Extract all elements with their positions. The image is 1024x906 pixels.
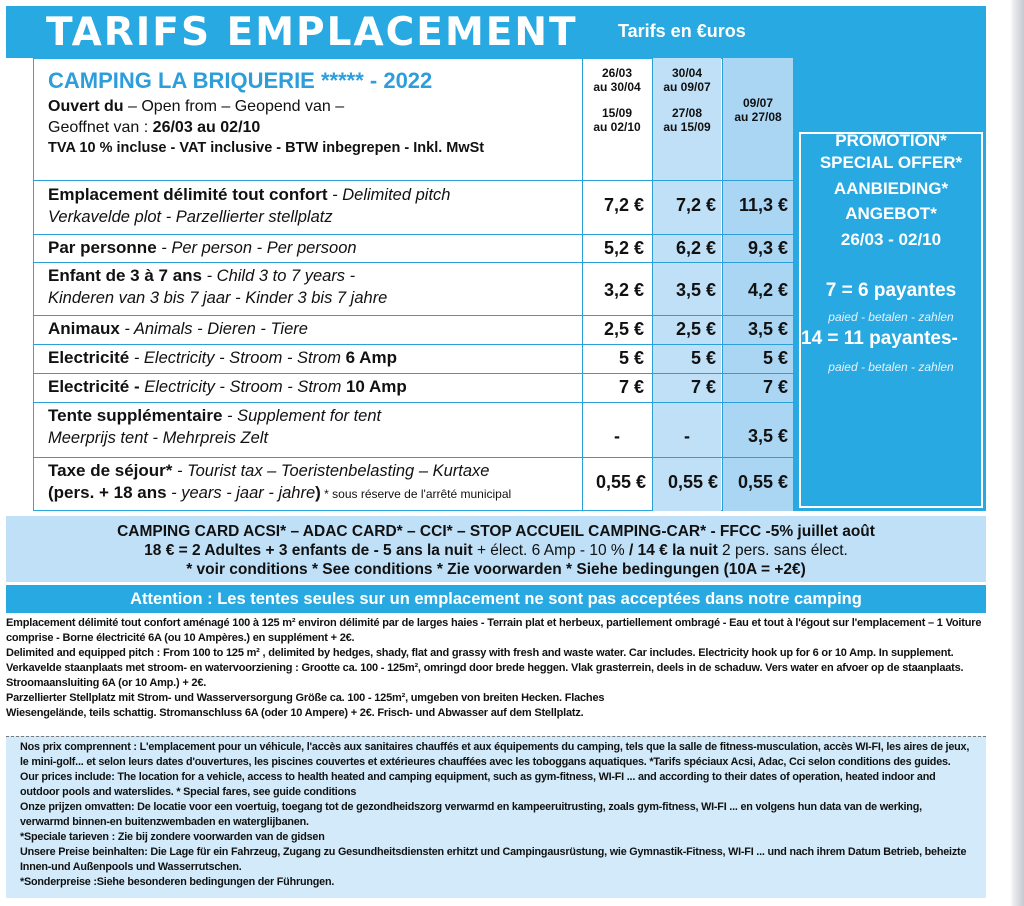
row-pitch-line2: Verkavelde plot - Parzellierter stellplatz <box>48 208 333 226</box>
acsi-offer-18: 18 € = 2 Adultes + 3 enfants de - 5 ans la nuit <box>144 542 473 559</box>
price-electricity-10a-p1: 7 € <box>618 377 644 397</box>
discount-cards-line-2 <box>6 541 986 560</box>
open-line2-prefix: Geoffnet van : <box>48 119 153 136</box>
description-de-1: Parzellierter Stellplatz mit Strom- und Wasserversorgung Größe ca. 100 - 125m², umgeben von breiten Hecken. Flaches <box>6 692 605 704</box>
price-animals-p1: 2,5 € <box>603 319 644 339</box>
row-tourist-tax-title: Taxe de séjour* <box>48 461 173 480</box>
period-2-start: 30/04 <box>671 66 703 80</box>
row-extra-tent-title: Tente supplémentaire <box>48 406 223 425</box>
promo-dates: 26/03 - 02/10 <box>840 230 942 249</box>
row-electricity-10a-translation: Electricity - Stroom - Strom <box>139 378 346 396</box>
row-animals-title: Animaux <box>48 319 120 338</box>
price-extra-tent-p3: 3,5 € <box>747 426 788 446</box>
price-animals-p3: 3,5 € <box>747 319 788 339</box>
row-divider <box>33 457 793 458</box>
included-nl: Onze prijzen omvatten: De locatie voor een voertuig, toegang tot de gezondheidszorg verwarmd en kampeeruitrusting, zoals gym-fitness, WI-FI ... en volgens hun data van de werking, verwarmd binnen-en buitenzwembaden en waterglijbanen. <box>20 801 922 828</box>
description-de-2: Wiesengelände, teils schattig. Stromanschluss 6A (oder 10 Ampere) + 2€. Frisch- und Abwasser auf dem Stellplatz. <box>6 707 584 719</box>
row-animals-translation: - Animals - Dieren - Tiere <box>119 320 308 338</box>
open-prefix: Ouvert du <box>48 98 124 115</box>
price-tourist-tax-p1: 0,55 € <box>595 472 646 492</box>
pitch-descriptions <box>6 616 986 721</box>
row-extra-tent-translation: - Supplement for tent <box>222 407 382 425</box>
price-child-p2: 3,5 € <box>675 280 716 300</box>
row-person-translation: - Per person - Per persoon <box>156 239 357 257</box>
acsi-offer-14-detail: 2 pers. sans élect. <box>717 542 848 559</box>
price-electricity-6a-p3: 5 € <box>762 348 788 368</box>
row-extra-tent-line2: Meerprijs tent - Mehrpreis Zelt <box>48 429 269 447</box>
description-fr: Emplacement délimité tout confort aménagé 100 à 125 m² environ délimité par de larges haies - Terrain plat et herbeux, partiellement ombragé - Eau et tout à l'égout sur l'emplacement – 1 Voiture comprise - Borne électricité 6A (ou 10 Ampères.) en supplément + 2€. <box>6 617 982 644</box>
acsi-offer-14: / 14 € la nuit <box>629 542 718 559</box>
period-2-end: au 09/07 <box>663 80 711 94</box>
period-1-start: 26/03 <box>601 66 633 80</box>
row-child-title: Enfant de 3 à 7 ans <box>48 266 202 285</box>
row-pitch <box>48 184 578 228</box>
row-electricity-6a-amp: 6 Amp <box>345 348 397 367</box>
prices-include-box <box>6 736 986 898</box>
row-tourist-tax-age-translation: - years - jaar - jahre <box>166 484 316 502</box>
row-tourist-tax-note: * sous réserve de l'arrêté municipal <box>320 487 512 501</box>
period-header-2 <box>654 66 720 134</box>
row-tourist-tax-paren: ) <box>315 483 321 502</box>
row-divider <box>33 315 793 316</box>
price-pitch-p2: 7,2 € <box>675 195 716 215</box>
promo-offer-7-sub: paied - betalen - zahlen <box>828 310 954 324</box>
promo-line-4: ANGEBOT* <box>845 204 937 223</box>
row-electricity-6a-title: Electricité <box>48 348 130 367</box>
row-divider <box>33 373 793 374</box>
period-header-1 <box>584 66 650 134</box>
promo-line-2: SPECIAL OFFER* <box>819 153 963 172</box>
promo-line-1: PROMOTION* <box>835 131 947 150</box>
price-pitch-p3: 11,3 € <box>738 195 788 215</box>
price-electricity-10a-p3: 7 € <box>762 377 788 397</box>
price-person-p3: 9,3 € <box>747 238 788 258</box>
page-edge-shadow <box>990 0 1024 906</box>
period-1b-end: au 02/10 <box>593 120 641 134</box>
period-3-start: 09/07 <box>742 96 774 110</box>
promo-line-3: AANBIEDING* <box>833 179 949 198</box>
included-de: Unsere Preise beinhalten: Die Lage für ein Fahrzeug, Zugang zu Gesundheitsdiensten erhitzt und Campingausrüstung, wie Gymnastik-Fitness, WI-FI ... und nach ihrem Datum Betrieb, beheizte Innen-und Außenpools und Wasserrutschen. <box>20 846 967 873</box>
row-person-title: Par personne <box>48 238 157 257</box>
row-divider <box>33 180 793 181</box>
row-divider <box>33 344 793 345</box>
discount-cards-band <box>6 516 986 582</box>
row-electricity-6a-translation: - Electricity - Stroom - Strom <box>129 349 346 367</box>
row-tourist-tax-age: (pers. + 18 ans <box>48 483 167 502</box>
price-animals-p2: 2,5 € <box>675 319 716 339</box>
price-tourist-tax-p3: 0,55 € <box>737 472 788 492</box>
row-person <box>48 237 578 259</box>
price-electricity-10a-p2: 7 € <box>690 377 716 397</box>
promo-offer-14-sub: paied - betalen - zahlen <box>828 360 954 374</box>
header-band <box>6 6 986 58</box>
page-title: TARIFS EMPLACEMENT <box>46 10 578 55</box>
price-child-p3: 4,2 € <box>747 280 788 300</box>
open-dates: 26/03 au 02/10 <box>152 119 261 136</box>
discount-cards-line-3: * voir conditions * See conditions * Zie voorwarden * Siehe bedingungen (10A = +2€) <box>186 561 806 578</box>
price-extra-tent-p1: - <box>614 426 620 446</box>
row-extra-tent <box>48 405 578 449</box>
promo-offer-7: 7 = 6 payantes <box>825 280 957 301</box>
currency-note: Tarifs en €uros <box>618 21 746 41</box>
period-2b-end: au 15/09 <box>663 120 711 134</box>
row-animals <box>48 318 578 340</box>
row-tourist-tax <box>48 460 578 505</box>
price-child-p1: 3,2 € <box>603 280 644 300</box>
discount-cards-line-1: CAMPING CARD ACSI* – ADAC CARD* – CCI* – STOP ACCUEIL CAMPING-CAR* - FFCC -5% juillet août <box>117 523 875 540</box>
included-nl-special: *Speciale tarieven : Zie bij zondere voorwarden van de gidsen <box>20 831 325 843</box>
description-nl: Verkavelde staanplaats met stroom- en watervoorziening : Grootte ca. 100 - 125m², omringd door brede heggen. Vlak grasterrein, deels in de schaduw. Vers water en afvoer op de staanplaats. Stroomaansluiting 6A (or 10 Amp.) + 2€. <box>6 662 964 689</box>
row-pitch-translation: - Delimited pitch <box>327 186 451 204</box>
row-electricity-10a <box>48 376 578 398</box>
row-divider <box>33 402 793 403</box>
row-pitch-title: Emplacement délimité tout confort <box>48 185 328 204</box>
row-electricity-10a-title: Electricité - <box>48 377 140 396</box>
row-tourist-tax-translation: - Tourist tax – Toeristenbelasting – Kurtaxe <box>172 462 490 480</box>
price-person-p2: 6,2 € <box>675 238 716 258</box>
included-de-special: *Sonderpreise :Siehe besonderen bedingungen der Führungen. <box>20 876 335 888</box>
period-1b-start: 15/09 <box>601 106 633 120</box>
row-child-line2: Kinderen van 3 bis 7 jaar - Kinder 3 bis 7 jahre <box>48 289 388 307</box>
period-header-3 <box>724 96 792 124</box>
price-electricity-6a-p2: 5 € <box>690 348 716 368</box>
row-child <box>48 265 578 309</box>
promo-offer-14: 14 = 11 payantes- <box>801 328 958 349</box>
included-fr: Nos prix comprennent : L'emplacement pour un véhicule, l'accès aux sanitaires chauffés et aux équipements du camping, tels que la salle de fitness-musculation, accès WI-FI, les aires de jeux, le mini-golf... et selon leurs dates d'ouvertures, les piscines couvertes et extérieures chauffées avec les toboggans aquatiques. *Tarifs spéciaux Acsi, Adac, Cci selon conditions des guides. <box>20 741 970 768</box>
period-3-end: au 27/08 <box>734 110 782 124</box>
price-tourist-tax-p2: 0,55 € <box>667 472 718 492</box>
row-electricity-6a <box>48 347 578 369</box>
row-electricity-10a-amp: 10 Amp <box>345 377 407 396</box>
period-2b-start: 27/08 <box>671 106 703 120</box>
row-divider <box>33 262 793 263</box>
attention-banner: Attention : Les tentes seules sur un emplacement ne sont pas acceptées dans notre camping <box>6 585 986 613</box>
vat-note: TVA 10 % incluse - VAT inclusive - BTW inbegrepen - Inkl. MwSt <box>48 140 485 156</box>
price-person-p1: 5,2 € <box>603 238 644 258</box>
opening-info <box>48 96 578 159</box>
period-1-end: au 30/04 <box>593 80 641 94</box>
row-child-translation: - Child 3 to 7 years - <box>202 267 356 285</box>
description-en: Delimited and equipped pitch : From 100 to 125 m² , delimited by hedges, shady, flat and grassy with fresh and waste water. Car includes. Electricity hook up for 6 or 10 Amp. In supplement. <box>6 647 954 659</box>
price-pitch-p1: 7,2 € <box>603 195 644 215</box>
camping-name: CAMPING LA BRIQUERIE ***** - 2022 <box>48 68 433 93</box>
price-electricity-6a-p1: 5 € <box>618 348 644 368</box>
included-en: Our prices include: The location for a vehicle, access to health heated and camping equipment, such as gym-fitness, WI-FI ... and according to their dates of operation, heated indoor and outdoor pools and waterslides. * Special fares, see guide conditions <box>20 771 936 798</box>
open-translations: – Open from – Geopend van – <box>123 98 345 115</box>
price-extra-tent-p2: - <box>684 426 690 446</box>
row-divider <box>33 234 793 235</box>
acsi-offer-18-detail: + élect. 6 Amp - 10 % <box>472 542 630 559</box>
